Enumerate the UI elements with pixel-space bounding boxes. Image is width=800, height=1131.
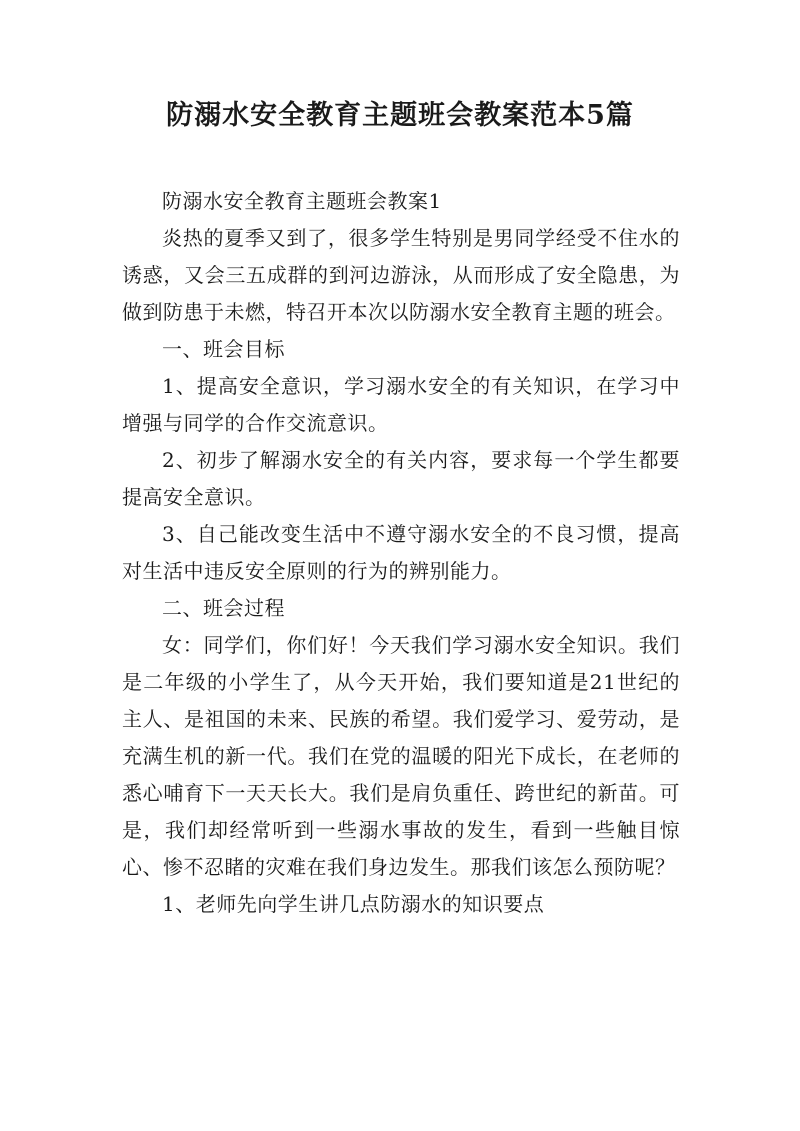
intro-paragraph: 炎热的夏季又到了，很多学生特别是男同学经受不住水的诱惑，又会三五成群的到河边游泳，从而形成了安全隐患，为做到防患于未燃，特召开本次以防溺水安全教育主题的班会。	[122, 226, 680, 324]
section-heading-lesson-1: 防溺水安全教育主题班会教案1	[162, 189, 442, 213]
goal-item-3: 3、自己能改变生活中不遵守溺水安全的不良习惯，提高对生活中违反安全原则的行为的辨别能力。	[122, 522, 680, 583]
section-heading-goals: 一、班会目标	[162, 337, 285, 361]
section-heading-process: 二、班会过程	[162, 596, 285, 620]
goal-item-1: 1、提高安全意识，学习溺水安全的有关知识，在学习中增强与同学的合作交流意识。	[122, 374, 680, 435]
process-item-1: 1、老师先向学生讲几点防溺水的知识要点	[162, 892, 545, 916]
goal-item-2: 2、初步了解溺水安全的有关内容，要求每一个学生都要提高安全意识。	[122, 448, 680, 509]
document-title: 防溺水安全教育主题班会教案范本5篇	[166, 100, 634, 131]
process-paragraph: 女：同学们，你们好！今天我们学习溺水安全知识。我们是二年级的小学生了，从今天开始，我们要知道是21世纪的主人、是祖国的未来、民族的希望。我们爱学习、爱劳动，是充满生机的新一代。我们在党的温暖的阳光下成长，在老师的悉心哺育下一天天长大。我们是肩负重任、跨世纪的新苗。可是，我们却经常听到一些溺水事故的发生，看到一些触目惊心、惨不忍睹的灾难在我们身边发生。那我们该怎么预防呢？	[122, 633, 680, 879]
document-body	[122, 183, 680, 923]
